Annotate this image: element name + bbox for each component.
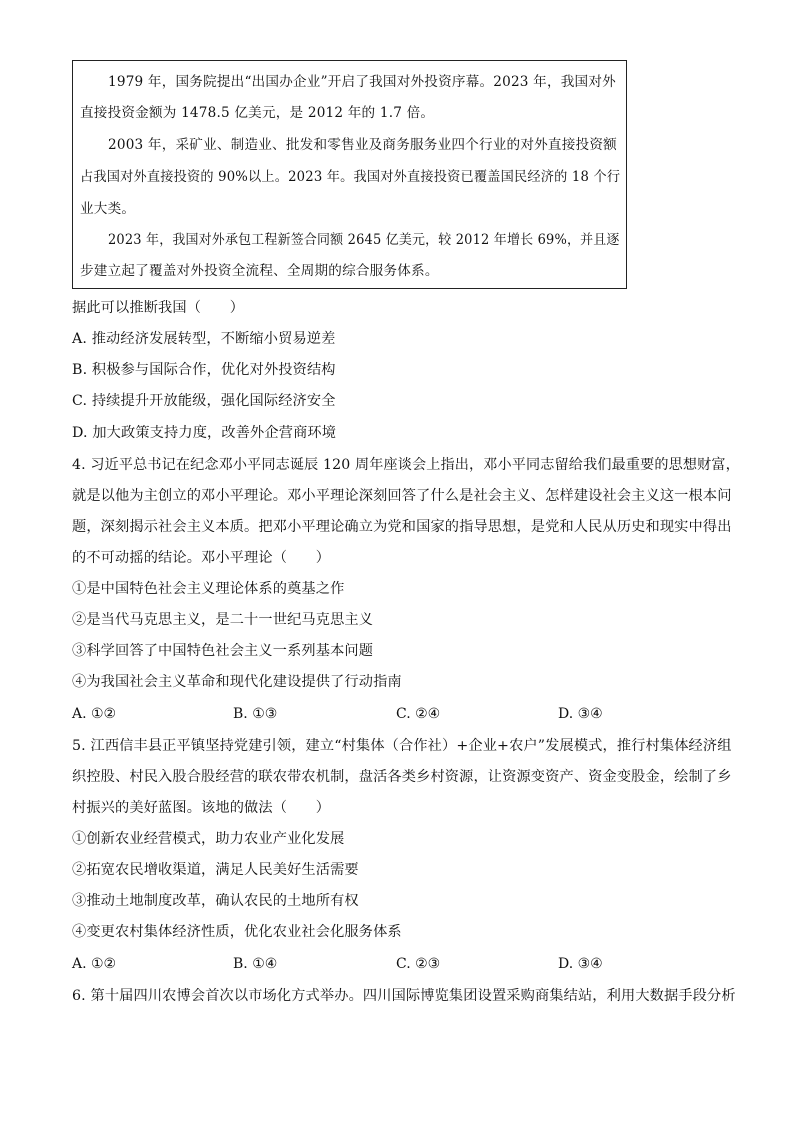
material-line: 业大类。 bbox=[80, 201, 136, 217]
q4-stem-line: 就是以他为主创立的邓小平理论。邓小平理论深刻回答了什么是社会主义、怎样建设社会主义这一根本问 bbox=[72, 488, 732, 504]
q5-stem-line: 村振兴的美好蓝图。该地的做法（ ） bbox=[72, 800, 331, 816]
q4-stem-line: 的不可动摇的结论。邓小平理论（ ） bbox=[72, 550, 331, 566]
material-line: 1979 年，国务院提出“出国办企业”开启了我国对外投资序幕。2023 年，我国对外 bbox=[108, 74, 616, 90]
q4-option-d[interactable]: D. ③④ bbox=[558, 706, 603, 722]
q3-option-c[interactable]: C. 持续提升开放能级，强化国际经济安全 bbox=[72, 393, 336, 409]
q5-statement-2: ②拓宽农民增收渠道，满足人民美好生活需要 bbox=[72, 862, 359, 878]
q5-stem-line: 5. 江西信丰县正平镇坚持党建引领，建立“村集体（合作社）+企业+农户”发展模式，推行村集体经济组 bbox=[72, 738, 732, 754]
q5-option-b[interactable]: B. ①④ bbox=[233, 956, 278, 972]
q5-stem-line: 织控股、村民入股合股经营的联农带农机制，盘活各类乡村资源，让资源变资产、资金变股金，绘制了乡 bbox=[72, 769, 732, 785]
material-line: 步建立起了覆盖对外投资全流程、全周期的综合服务体系。 bbox=[80, 263, 439, 279]
q3-option-b[interactable]: B. 积极参与国际合作，优化对外投资结构 bbox=[72, 362, 336, 378]
q5-option-a[interactable]: A. ①② bbox=[72, 956, 117, 972]
q3-option-a[interactable]: A. 推动经济发展转型，不断缩小贸易逆差 bbox=[72, 331, 336, 347]
q4-option-a[interactable]: A. ①② bbox=[72, 706, 117, 722]
q5-option-d[interactable]: D. ③④ bbox=[558, 956, 603, 972]
q5-statement-1: ①创新农业经营模式，助力农业产业化发展 bbox=[72, 831, 345, 847]
q4-statement-1: ①是中国特色社会主义理论体系的奠基之作 bbox=[72, 581, 345, 597]
q4-statement-2: ②是当代马克思主义，是二十一世纪马克思主义 bbox=[72, 612, 374, 628]
q4-stem-line: 题，深刻揭示社会主义本质。把邓小平理论确立为党和国家的指导思想，是党和人民从历史和现实中得出 bbox=[72, 519, 732, 535]
q4-statement-3: ③科学回答了中国特色社会主义一系列基本问题 bbox=[72, 643, 374, 659]
material-line: 2023 年，我国对外承包工程新签合同额 2645 亿美元，较 2012 年增长 69%，并且逐 bbox=[108, 232, 620, 248]
q4-stem-line: 4. 习近平总书记在纪念邓小平同志诞辰 120 周年座谈会上指出，邓小平同志留给我们最重要的思想财富， bbox=[72, 457, 740, 473]
q4-option-c[interactable]: C. ②④ bbox=[396, 706, 441, 722]
q5-statement-4: ④变更农村集体经济性质，优化农业社会化服务体系 bbox=[72, 924, 402, 940]
q4-statement-4: ④为我国社会主义革命和现代化建设提供了行动指南 bbox=[72, 674, 402, 690]
q3-stem: 据此可以推断我国（ ） bbox=[72, 300, 245, 316]
material-line: 占我国对外直接投资的 90%以上。2023 年。我国对外直接投资已覆盖国民经济的 18 个行 bbox=[80, 169, 621, 185]
material-line: 直接投资金额为 1478.5 亿美元，是 2012 年的 1.7 倍。 bbox=[80, 105, 435, 121]
q3-option-d[interactable]: D. 加大政策支持力度，改善外企营商环境 bbox=[72, 425, 337, 441]
q5-statement-3: ③推动土地制度改革，确认农民的土地所有权 bbox=[72, 893, 359, 909]
material-line: 2003 年，采矿业、制造业、批发和零售业及商务服务业四个行业的对外直接投资额 bbox=[108, 137, 617, 153]
q4-option-b[interactable]: B. ①③ bbox=[233, 706, 278, 722]
q6-stem-line: 6. 第十届四川农博会首次以市场化方式举办。四川国际博览集团设置采购商集结站，利用大数据手段分析 bbox=[72, 988, 736, 1004]
q5-option-c[interactable]: C. ②③ bbox=[396, 956, 441, 972]
